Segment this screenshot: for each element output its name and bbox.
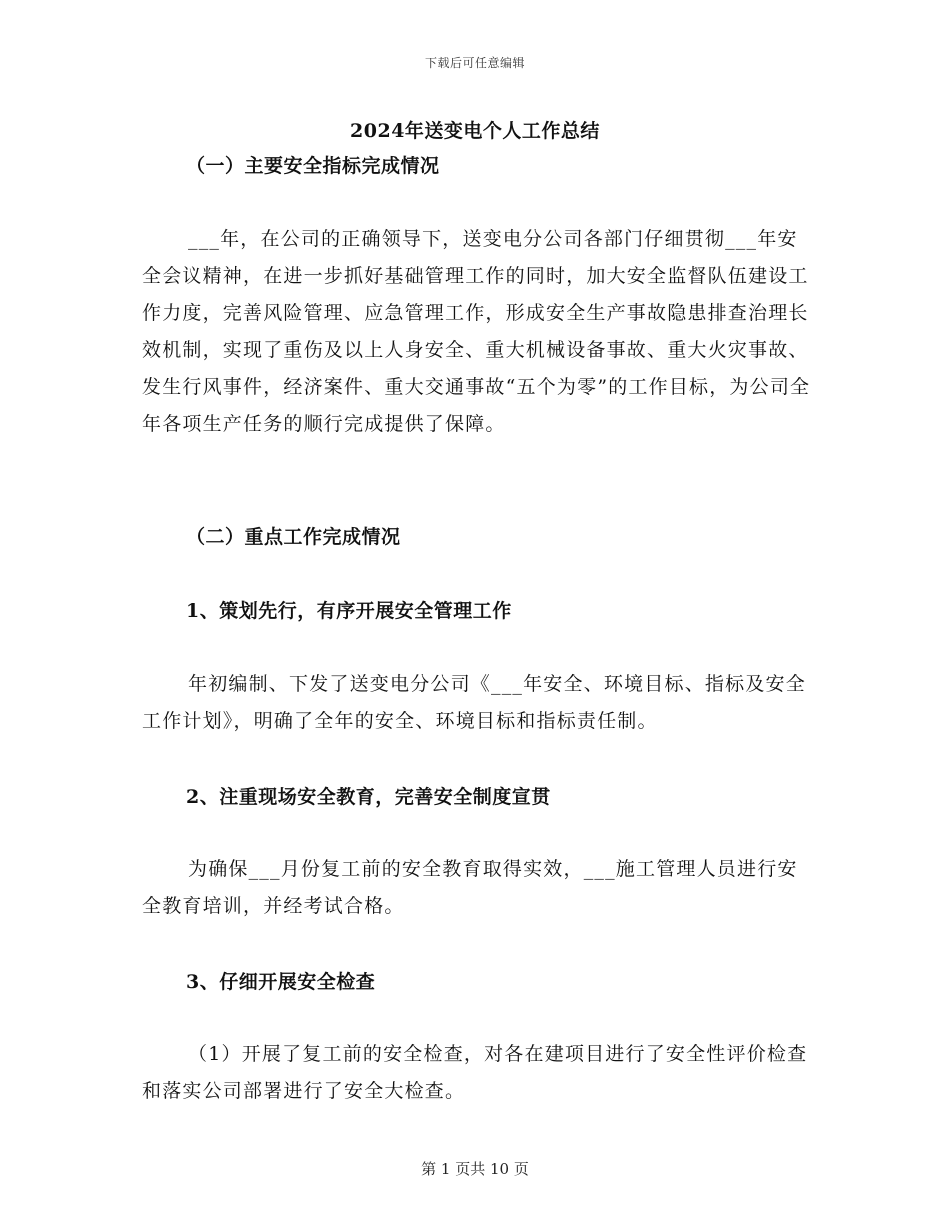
- paragraph-item-1: 年初编制、下发了送变电分公司《___年安全、环境目标、指标及安全工作计划》，明确了全年的安全、环境目标和指标责任制。: [142, 673, 806, 732]
- item-heading-2: 2、注重现场安全教育，完善安全制度宣贯: [186, 786, 551, 808]
- page-number-footer: 第 1 页共 10 页: [421, 1160, 529, 1178]
- paragraph-item-2: 为确保___月份复工前的安全教育取得实效，___施工管理人员进行安全教育培训，并经考试合格。: [142, 858, 798, 917]
- paragraph-item-3: （1）开展了复工前的安全检查，对各在建项目进行了安全性评价检查和落实公司部署进行了安全大检查。: [142, 1043, 808, 1102]
- section-heading-2: （二）重点工作完成情况: [186, 526, 401, 548]
- item-heading-3: 3、仔细开展安全检查: [186, 971, 376, 993]
- header-note: 下载后可任意编辑: [424, 56, 525, 70]
- document-title: 2024年送变电个人工作总结: [350, 120, 600, 142]
- paragraph-section-1: ___年，在公司的正确领导下，送变电分公司各部门仔细贯彻___年安全会议精神，在进一步抓好基础管理工作的同时，加大安全监督队伍建设工作力度，完善风险管理、应急管理工作，形成安全生产事故隐患排查治理长效机制，实现了重伤及以上人身安全、重大机械设备事故、重大火灾事故、发生行风事件，经济案件、重大交通事故“五个为零”的工作目标，为公司全年各项生产任务的顺行完成提供了保障。: [142, 228, 811, 435]
- item-heading-1: 1、策划先行，有序开展安全管理工作: [186, 600, 512, 622]
- section-heading-1: （一）主要安全指标完成情况: [186, 155, 440, 177]
